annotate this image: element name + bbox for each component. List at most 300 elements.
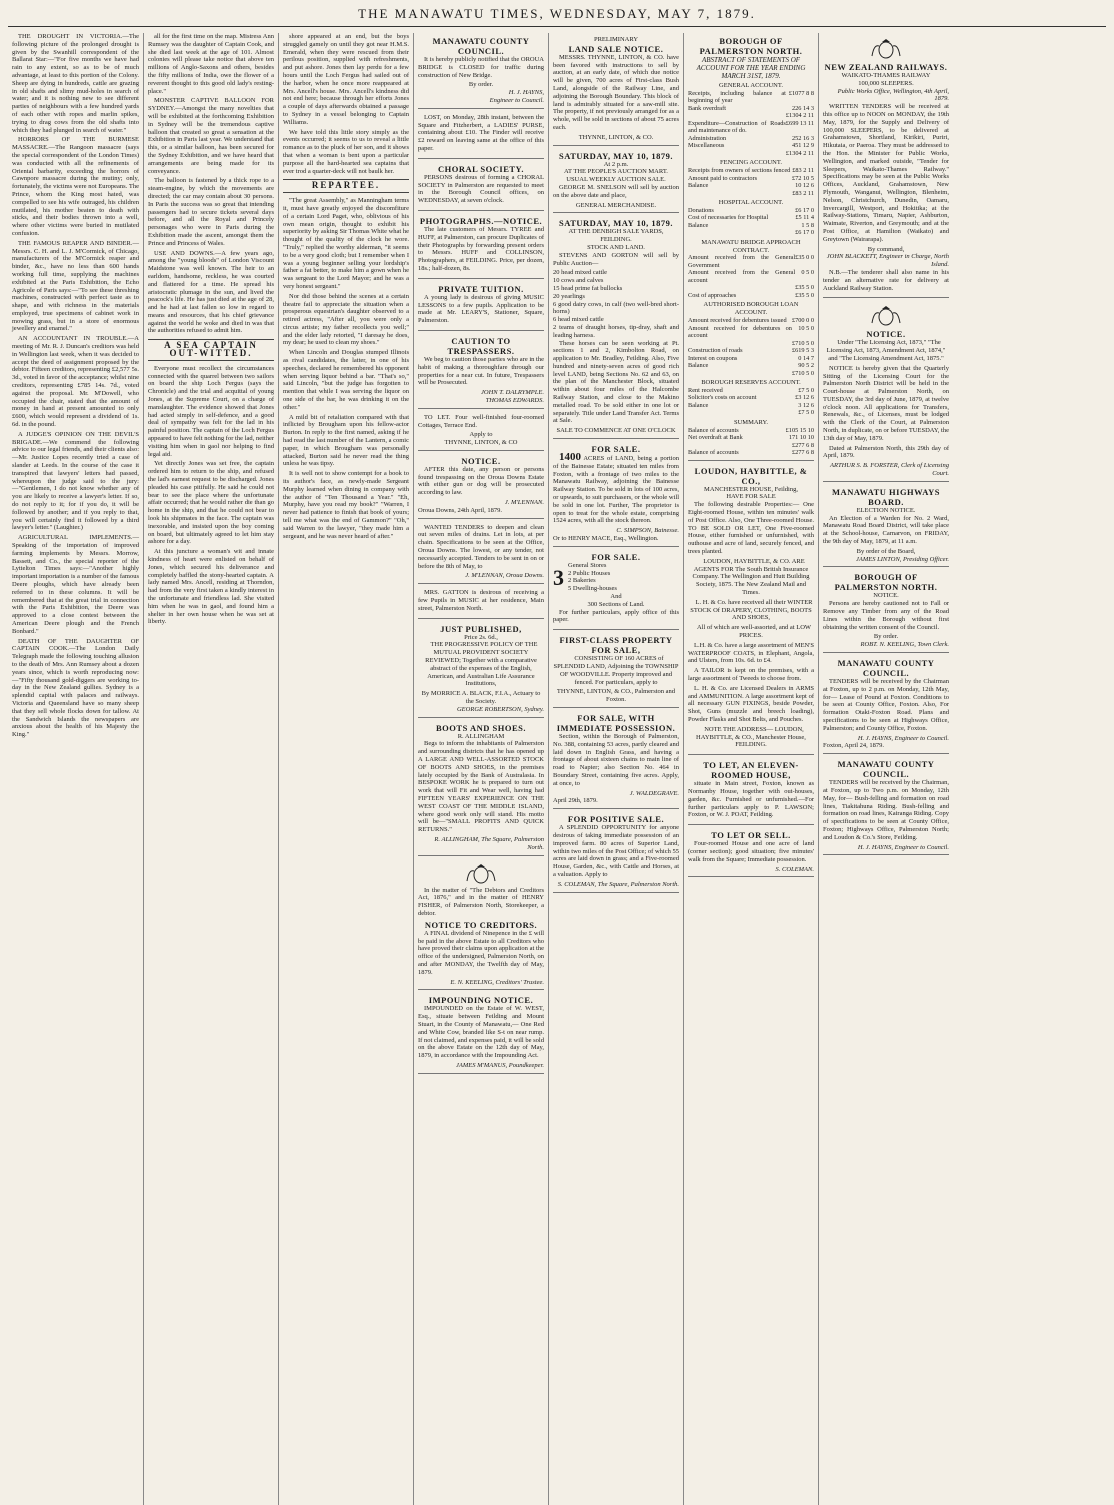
ad-line: SALE TO COMMENCE AT ONE O'CLOCK [556, 427, 676, 435]
ad-heading: FOR SALE. [591, 444, 641, 455]
account-title: AUTHORISED BOROUGH LOAN ACCOUNT. [703, 301, 799, 317]
ad-signature: J. WALDEGRAVE. [629, 789, 679, 797]
list-item: 20 yearlings [553, 292, 585, 300]
ad-line: Foxton, April 24, 1879. [823, 742, 885, 750]
table-row [688, 222, 814, 230]
account-label: Rent received [688, 386, 723, 394]
account-title: GENERAL ACCOUNT. [719, 82, 783, 89]
ad-body: N.B.—The tenderer shall also name in his tender an alternative rate for delivery at Auckland Railway Station. [823, 268, 949, 292]
account-label: Amount received for debentures on account [688, 324, 792, 340]
list-item: 5 Dwelling-houses [568, 585, 617, 593]
ad-line: Price 2s. 6d., [464, 633, 498, 641]
account-amount: 0 14 7 [798, 354, 814, 362]
royal-crest-icon [866, 305, 906, 327]
ad-gatton [418, 586, 544, 618]
column-4 [413, 33, 548, 1505]
account-table [688, 90, 814, 158]
ad-published [418, 621, 544, 718]
repartee-paragraph: It is well not to show contempt for a book to its author's face, as newly-made Sergeant Murphy learned when dining in company with the author of "Ten Thousand a Year." "Eh, Murphy, have you read my book?" "Warren, I never had patience to finish that book of yours; tell me what was the end of Gammon?" "Oh," said Warren to the lawyer, "they made him a sergeant, and he was never heard of after." [283, 470, 409, 540]
account-table [688, 207, 814, 237]
acres-text: ACRES of LAND, being a portion of the Bainesse Estate; situated ten miles from Foxton, with a frontage of two miles to the Manawatu Railway, adjoining the Bainesse Railway Station. To be sold in lots of 100 acres, or upwards, to suit purchasers, or the whole will be sold in one lot. Further, The proprietor is open to treat for the whole estate, comprising 1524 acres, with all the stock thereon. [553, 455, 679, 525]
account-amount: 10 5 0 [798, 324, 814, 332]
ad-signature: JOHN BLACKETT, Engineer in Charge, North Island. [826, 253, 949, 269]
ad-body: An Election of a Warden for No. 2 Ward, Manawatu Road Board District, will take place at the School-house, Carnarvon, on FRIDAY, the 9th day of May, 1879, at 11 a.m. [823, 514, 949, 546]
table-row [688, 340, 814, 348]
ad-body: MRS. GATTON is desirous of receiving a few Pupils in MUSIC at her residence, Main street, Palmerston North. [418, 589, 544, 612]
ad-signature: C. SIMPSON, Bainesse. [616, 527, 679, 535]
ad-heading: MANAWATU COUNTY COUNCIL. [837, 658, 935, 679]
ad-impound [418, 992, 544, 1073]
news-item: A JUDGE'S OPINION ON THE DEVIL'S BRIGADE.—We commend the following advice to our legal friends, and their clients also:—Mr. Justice Lopes recently tried a case of slander at Leeds. In the course of the case it transpired that lawyers' letters had passed, whereupon the judge said to the jury:—"Gentlemen, I do not know whether any of you are likely to receive a lawyer's letter. If so, do not reply to it; for if you do, it will be followed by another; and if you reply to that, you will certainly find it followed by a third lawyer's letter." (Laughter.) [12, 430, 139, 532]
account-label: Cost of necessaries for Hospital [688, 214, 769, 222]
ad-body: For further particulars, apply office of this paper. [553, 608, 679, 624]
ad-signature: H. J. HAYNS, Engineer to Council. [857, 843, 949, 851]
ad-body: A young lady is desirous of giving MUSIC LESSONS to a few pupils. Application to be made at Mr. LEARY'S, Stationer, Square, Palmerston. [418, 293, 544, 325]
repartee-paragraph: When Lincoln and Douglas stumped Illinois as rival candidates, the latter, in one of his speeches, declared he remembered his opponent when serving liquor behind a bar. "That's so," said Lincoln, "but the judge has forgotten to mention that while I was serving the liquor on one side of the bar, he was drinking it on the other." [283, 349, 409, 411]
ad-body: LOUDON, HAYBITTLE, & CO. ARE AGENTS FOR The South British Insurance Company. The Wellington and Hutt Building Society, 1875. The New Zealand Mail and Times. [692, 557, 810, 597]
list-item: 6 good dairy cows, in calf (two well-bred short-horns) [553, 300, 679, 316]
table-row [688, 269, 814, 284]
account-label: Receipts from owners of sections fenced [688, 167, 791, 175]
ad-line: ELECTION NOTICE. [856, 506, 916, 514]
ad-lost [418, 111, 544, 159]
ad-body: AFTER this date, any person or persons found trespassing on the Oroua Downs Estate with either gun or dog will be prosecuted according to law. [418, 465, 544, 497]
account-amount: £35 0 0 [795, 254, 814, 262]
table-row [688, 90, 814, 105]
table-row [688, 427, 814, 435]
table-row [688, 150, 814, 158]
ad-line: AT THE DENBIGH SALE YARDS, FEILDING. [568, 228, 664, 244]
account-label: Balance of accounts [688, 426, 739, 434]
account-label [688, 340, 792, 348]
ad-body: TENDERS will be received by the Chairman, at Foxton, up to Two p.m. on Monday, 12th May, for— Bush-felling and formation on road lines, Tiakitahuna Riding. Bush-felling and formation on road lines, Kairanga Riding. Copy of specifications to be seen at County Office, Foxton; Highways Office, Palmerston North; and Loudon & Co.'s Store, Feilding. [823, 779, 949, 841]
ad-county-1 [823, 655, 949, 754]
table-row [688, 142, 814, 150]
ad-heading: MANAWATU COUNTY COUNCIL. [432, 36, 530, 56]
ad-stock-sale [553, 215, 679, 439]
account-amount: 226 14 3 [791, 104, 814, 112]
ad-line: NOTICE. [873, 592, 899, 600]
story-paragraph: shore appeared at an end, but the boys struggled gamely on until they got near H.M.S. Emerald, when they were rescued from their perilous position, supplied with refreshments, and put ashore. Jones then lay perdu for a few hours until the Loch Fergus had sailed out of the harbor, when he once more reappeared at Mrs. Ancell's house. Mrs. Ancell's kindness did not end here; because through her efforts Jones a couple of days afterwards obtained a passage to Sydney in a vessel belonging to Captain Williams. [283, 33, 409, 126]
account-amount: £1077 8 8 [788, 89, 814, 97]
account-amount: £35 5 0 [795, 291, 814, 299]
ad-heading: CAUTION TO TRESPASSERS. [447, 335, 515, 356]
account-label: Solicitor's costs on account [688, 394, 757, 402]
account-amount: £700 0 0 [791, 317, 814, 325]
account-amount: £105 15 10 [785, 426, 814, 434]
account-label: Balance [688, 401, 709, 409]
account-label: Miscellaneous [688, 142, 725, 150]
account-amount: £3 12 6 [795, 394, 814, 402]
ad-borough-notice [823, 569, 949, 653]
account-label: Balance [688, 221, 709, 229]
news-item: all for the first time on the map. Mistress Ann Rumsey was the daughter of Captain Cook, and she died last week at the age of 101. Almost colonies will please take notice that above ten millions of Anglo-Saxons and others, besides the fifty millions of India, owe the flower of a reverent thought to this good old lady's resting-place." [148, 33, 274, 95]
royal-crest-icon [866, 38, 906, 60]
ad-body: A FINAL dividend of Ninepence in the £ will be paid in the above Estate to all Creditors who have proved their claims upon application at the office of the undersigned, Palmerston North, on and after MONDAY, the Twelfth day of May, 1879. [418, 929, 544, 976]
ad-signature: S. COLEMAN. [775, 865, 814, 873]
ad-body: L. H. & Co. have received all their WINTER STOCK Of DRAPERY, CLOTHING, BOOTS AND SHOES, [690, 598, 813, 622]
ad-heading: TO LET, AN ELEVEN-ROOMED HOUSE, [703, 760, 799, 781]
table-row [688, 135, 814, 143]
royal-crest-icon [461, 863, 501, 885]
ad-heading: NOTICE. [866, 329, 906, 340]
ad-body: The late customers of Messrs. TYREE and HUFF, at Palmerston, can procure Duplicates of their Photographs by forwarding present orders to Messrs. HUFF and COLLINSON, Photographers, at FEILDING. Price, per dozen, 18s.; half-dozen, 8s. [418, 225, 544, 272]
ad-line: Apply to [469, 431, 493, 439]
account-table [688, 254, 814, 299]
account-label [688, 370, 792, 378]
ad-signature: J. M'LENNAN, Oroua Downs. [465, 572, 544, 580]
ad-heading: BOROUGH OF PALMERSTON NORTH. [699, 36, 803, 56]
ad-licensing [823, 300, 949, 482]
ad-body: A SPLENDID OPPORTUNITY for anyone desirous of taking immediate possession of an improved farm. 80 acres of Superior Land, within two miles of the Post Office; of which 55 acres are laid down in grass; and a Five-roomed House, Garden, &c., with Cattle and Horses, at a valuation. Apply to [553, 824, 679, 878]
ad-line: Oroua Downs, 24th April, 1879. [418, 506, 502, 514]
ad-tenders [418, 521, 544, 585]
repartee-paragraph: Nor did those behind the scenes at a certain theatre fail to appreciate the situation when a prosperous equestrian's daughter observed to a retired actress, "After all, you were only a circus artiste; my father recollects you well;" and the elder lady retorted, "I daresay he does, my dear; he used to clean my shoes." [283, 292, 409, 347]
sale-list [553, 562, 679, 593]
ad-line: By command, [867, 245, 905, 253]
ad-body: In the matter of "The Debtors and Creditors Act, 1876," and in the matter of HENRY FISHER, of Palmerston North, Storekeeper, a debtor. [418, 886, 544, 917]
account-label: Net overdraft at Bank [688, 434, 743, 442]
account-amount: 90 5 2 [798, 362, 814, 370]
account-label: Balance [688, 182, 709, 190]
ad-line: By MORRICE A. BLACK, F.I.A., Actuary to the Society. [421, 690, 541, 706]
ad-line: Public Works Office, Wellington, 4th April, 1879. [837, 87, 949, 103]
ad-heading: MANAWATU COUNTY COUNCIL. [837, 759, 935, 780]
account-amount: £83 2 11 [792, 167, 814, 175]
account-label [688, 190, 792, 198]
ad-line: PRELIMINARY [593, 36, 639, 43]
ad-body: L.H. & Co. have a large assortment of MEN'S WATERPROOF COATS, in Elephant, Angola, and Ulsters, from 10s. 6d. to £4. [688, 641, 815, 665]
account-title: MANAWATU BRIDGE APPROACH CONTRACT. [701, 238, 801, 254]
ad-signature: Engineer to Council. [489, 96, 544, 104]
account-amount: £83 2 11 [792, 189, 814, 197]
ad-line: AT THE PEOPLE'S AUCTION MART. [564, 168, 668, 176]
table-row [688, 214, 814, 222]
ad-body: Persons are hereby cautioned not to Fall or Remove any Timber from any of the Road Lines within the Borough without first obtaining the written consent of the Council. [823, 600, 949, 631]
news-item: DEATH OF THE DAUGHTER OF CAPTAIN COOK.—The London Daily Telegraph made the following touching allusion to the death of Mrs. Ann Rumsey about a dozen years since, which is worth reproducing now:—"Fifty thousand gold-diggers are working to-day in the New Zealand gullies. Sydney is a splendid capital with palaces and railways. Victoria and Queensland have so many sheep that they sell whole flocks down for tallow. At the Sandwich Islands the newspapers are anxious about the health of his Majesty the King." [12, 637, 139, 739]
ad-body: Section, within the Borough of Palmerston, No. 388, containing 53 acres, partly cleared and laid down in English Grass, and having a frontage of about sixteen chains to main line of road to Napier; also Section No. 464 in Boundary Street, containing five acres. Apply, at once, to [553, 732, 679, 787]
account-label: Donations [688, 206, 714, 214]
ad-caution [418, 333, 544, 409]
ad-auction [553, 148, 679, 214]
ad-signature: E. N. KEELING, Creditors' Trustee. [450, 978, 544, 986]
sale-items [568, 562, 617, 593]
ad-heading: TO LET OR SELL. [711, 830, 791, 841]
news-item: The balloon is fastened by a thick rope to a steam-engine, by which the movements are directed; the car may contain about 30 persons. In Paris the success was so great that intending passengers had to secure tickets several days before, and all the Royal and Princely personages who were in Paris during the Exhibition made the ascent, amongst them the Prince and Princess of Wales. [148, 177, 274, 247]
account-label: Amount paid to contractors [688, 174, 758, 182]
table-row [688, 402, 814, 410]
table-row [688, 409, 814, 417]
news-item: HORRORS OF THE BURMESE MASSACRE.—The Rangoon massacre (says the special correspondent of the London Times) was conducted with all the refinements of Oriental barbarity, exceeding the horrors of Cawnpore massacre during the mutiny; only, fortunately, the victims were not Europeans. The Prince, whom the King most hated, was compelled to see his wife outraged, his children mutilated, his mother beaten to death with sticks, and their bodies thrown into a well, where other victims were buried in mutilated confusion. [12, 136, 139, 237]
ad-heading: IMPOUNDING NOTICE. [428, 995, 534, 1006]
column-7 [818, 33, 953, 1505]
account-amount: 0 5 0 [801, 269, 814, 277]
list-item: 2 teams of draught horses, tip-dray, shaft and leading harness. [553, 323, 679, 339]
account-label: Balance of accounts [688, 449, 739, 457]
ad-line: April 29th, 1879. [553, 797, 598, 805]
ad-heading: MANAWATU HIGHWAYS BOARD. [832, 486, 940, 507]
account-amount: £699 13 11 [785, 119, 814, 127]
account-table [688, 427, 814, 457]
ad-body: CONSISTING OF 160 ACRES of SPLENDID LAND, Adjoining the TOWNSHIP OF WOODVILLE. Property improved and fenced. For particulars, apply to [553, 655, 679, 686]
list-item: 2 Public Houses [568, 569, 611, 577]
account-label [688, 442, 771, 450]
repartee-title: REPARTEE. [283, 179, 409, 193]
ad-heading: CHORAL SOCIETY. [437, 163, 525, 174]
table-row [688, 182, 814, 190]
account-amount: 10 12 6 [795, 182, 814, 190]
account-title: FENCING ACCOUNT. [720, 159, 782, 167]
ad-heading: BOROUGH OF PALMERSTON NORTH. [834, 572, 938, 593]
account-label [688, 229, 790, 237]
account-label: Interest on coupons [688, 354, 738, 362]
account-label: Administration [688, 134, 727, 142]
news-item: USE AND DOWNS.—A few years ago, among the "young bloods" of London Viscount Maidstone was well known. The heir to an earldom, handsome, reckless, he was courted and flattered for a time. He spread his aristocratic plumage in the sun, and lived the peacock's life. He has just died at the age of 28, and he had at last fallen so low in regard to means and resources, that his chief grievance against the world he woke and died in was that the authorities refused to admit him. [148, 249, 274, 335]
table-row [688, 112, 814, 120]
account-title: HOSPITAL ACCOUNT. [718, 199, 784, 207]
account-amount: £35 5 0 [795, 284, 814, 292]
ad-body: All of which are well-assorted, and at LOW PRICES. [696, 624, 812, 640]
ad-body [553, 451, 679, 525]
ad-line: 100,000 SLEEPERS. [858, 79, 914, 87]
account-label: Expenditure—Construction of Roads and maintenance of do. [688, 119, 786, 135]
accounts-list [688, 82, 814, 457]
account-amount: £710 5 0 [791, 339, 814, 347]
news-item: AN ACCOUNTANT IN TROUBLE.—A meeting of Mr. R. J. Duncan's creditors was held in Wellington last week, when it was decided to accept the deed of assignment proposed by the debtor. Fifteen creditors, representing £2,577 5s. 3d., voted in favor of the acceptance; whilst nine creditors, representing £785 14s. 7d., voted against the proposal. Mr. M'Dowell, who occupied the chair, stated that the amount of money in hand at present amounted to only £600, which would represent a dividend of 1s. 6d. in the pound. [12, 335, 139, 429]
account-label: Amount received from the General account [688, 269, 796, 284]
table-row [688, 387, 814, 395]
ad-body: MESSRS. THYNNE, LINTON, & CO. have been favored with instructions to sell by auction, at an early date, of which due notice will be given, 700 acres of First-class Bush Land, alongside of the Railway Line, and adjoining the Borough Boundary. This block of land is admirably situated for a saw-mill site. The property, if not previously arranged for as a whole, will be sold in sections of about 75 acres each. [553, 53, 679, 131]
account-label: Amount received for debentures issued [688, 317, 787, 325]
ad-body: It is hereby publicly notified that the OROUA BRIDGE is CLOSED for traffic during construction of New Bridge. [418, 56, 544, 79]
table-row [688, 347, 814, 355]
table-row [688, 362, 814, 370]
account-amount: £1304 2 11 [785, 112, 814, 120]
ad-signature: THYNNE, LINTON, & CO., Palmerston and Foxton. [556, 688, 676, 704]
account-amount: £619 5 3 [791, 347, 814, 355]
ad-line: USUAL WEEKLY AUCTION SALE. [566, 176, 666, 184]
ad-body: Begs to inform the inhabitants of Palmerston and surrounding districts that he has opened up A LARGE AND WELL-ASSORTED STOCK OF BOOTS AND SHOES, in the premises lately occupied by the Bank of Australasia. In BESPOKE WORK he is prepared to turn out work that will Fit and Wear well, having had FIFTEEN YEARS' EXPERIENCE ON THE WEST COAST OF THE MIDDLE ISLAND, where good work only will stand. His motto will be—"SMALL PROFITS AND QUICK RETURNS." [418, 740, 544, 834]
columns [8, 33, 1106, 1505]
ad-body: Four-roomed House and one acre of land (corner section); good situation; five minutes' walk from the Square; Immediate possession. [688, 840, 814, 863]
account-label [688, 112, 786, 120]
ad-loudon [688, 463, 814, 756]
ad-heading: LAND SALE NOTICE. [568, 43, 664, 54]
ad-first-class [553, 632, 679, 708]
story-paragraph: We have told this little story simply as the events occurred; it seems to us to reveal a little romance as to the pluck of her son, and it shows that when a woman is bent upon a particular purpose all the hard-hearted sea captains that ever trod a quarter-deck will not baulk her. [283, 128, 409, 175]
account-amount: 1 5 8 [801, 221, 814, 229]
account-amount: 171 10 10 [788, 434, 814, 442]
ad-signature: GEORGE ROBERTSON, Sydney. [456, 705, 544, 713]
ad-signature: JAMES M'MANUS, Poundkeeper. [455, 1061, 544, 1069]
story-paragraph: At this juncture a woman's wit and innate kindness of heart were enlisted on behalf of Jones, which secured his deliverance and completely baffled the stony-hearted captain. A lady named Mrs. Ancell, residing at Thorndon, had from the very first taken a kindly interest in the unfortunate and friendless lad. She visited him when he was in gaol, and found him a shelter in her own house when he was set at liberty. [148, 548, 274, 626]
ad-body: GEORGE M. SNELSON will sell by auction on the above date and place, [553, 183, 679, 199]
ad-line: By order of the Board, [856, 547, 916, 555]
ad-body: NOTICE is hereby given that the Quarterly Sitting of the Licensing Court for the Palmerston North District will be held in the Court-house at Palmerston North, on TUESDAY, the 3rd day of June, 1879, at twelve o'clock noon. All applications for Transfers, Renewals, &c., of Licenses, must be lodged with the Clerk of the Court, at Palmerston North, in duplicate, on or before TUESDAY, the 13th day of May, 1879. [823, 364, 949, 442]
ad-line: WAIKATO-THAMES RAILWAY [841, 72, 931, 79]
account-amount: 3 12 6 [798, 401, 814, 409]
story-paragraph: Everyone must recollect the circumstances connected with the quarrel between two sailors on board the ship Loch Fergus (says the Chronicle) and the trial and acquittal of young Jones, at the Supreme Court, on a charge of manslaughter. The evidence showed that Jones had acted simply in self-defence, and a good deal of sympathy was felt for the lad in his painful position. The captain of the Loch Fergus appeared to have felt nothing for the lad, neither visiting him when in gaol nor helping to find legal aid. [148, 364, 274, 458]
ad-line: And [610, 593, 622, 601]
ad-body: WRITTEN TENDERS will be received at this office up to NOON on MONDAY, the 19th May, 1879, for the Supply and Delivery of 100,000 SLEEPERS, to be delivered at Grahamstown, Shortland, Kirikiri, Puriri, Hikutaia, or Paeroa. They must be addressed to the Hon. the Minister for Public Works, Wellington, and marked outside, "Tender for Sleepers, Waikato-Thames Railway." Specifications may be seen at the Public Works Offices, Auckland, Grahamstown, New Plymouth, Wanganui, Wellington, Blenheim, Nelson, Christchurch, Dunedin, Oamaru, Invercargill, Westport, and Hokitika; at the Railway-Stations, Timaru, Napier, Ashburton, Waimate, Riverton, and Greymouth; and at the Post Office, at Hamilton (Waikato) and Greytown (Wairarapa). [823, 103, 949, 243]
acres-number: 1400 [559, 451, 581, 464]
ad-heading: PRIVATE TUITION. [438, 283, 524, 294]
list-item: 20 head mixed cattle [553, 269, 607, 277]
ad-signature: J. M'LENNAN. [504, 499, 544, 507]
account-amount: £277 6 8 [791, 449, 814, 457]
table-row [688, 370, 814, 378]
ad-body: L. H. & Co. are Licensed Dealers in ARMS and AMMUNITION. A large assortment kept of all necessary GUN FIXINGS, beside Powder, Shot, Guns (muzzle and breech loading), Powder Flasks and Shot Belts, and Pouches. [688, 684, 814, 723]
table-row [688, 105, 814, 113]
news-item: AGRICULTURAL IMPLEMENTS.—Speaking of the importation of improved farming implements by Messrs. Morrow, Bassett, and Co., the special reporter of the Lyttelton Times says:—"Another highly important importation is a number of the famous Deere ploughs, which have already been referred to in these columns. It will be remembered that at the great trial in connection with the Paris Exhibition, the Deere was approved to a close contest between the American Deere plough and the French Bonbard." [12, 534, 139, 635]
column-3 [278, 33, 413, 1505]
ad-signature: ROBT. N. KEELING, Town Clerk. [860, 641, 949, 649]
list-item: 10 cows and calves [553, 277, 604, 285]
ad-heading: NOTICE TO CREDITORS. [424, 919, 538, 930]
account-table [688, 167, 814, 197]
story-paragraph: Yet directly Jones was set free, the captain ordered him to return to the ship, and refused the lad's earnest request to be discharged. Jones pleaded his case pitifully. He said he could not bear to see the place where the unfortunate affair occurred; that he would rather die than go home in the ship, and that he could not bear to look his shipmates in the face. The captain was inexorable, and insisted upon the boy coming on board, but ultimately agreed to let him stay ashore for a day. [148, 460, 274, 546]
table-row [688, 449, 814, 457]
news-item: THE DROUGHT IN VICTORIA.—The following picture of the prolonged drought is given by the Swanhill correspondent of the Ballarat Star:—"For five months we have had rain to any extent, so as to be of much advantage, at least to this portion of the Colony. Sheep are dying in hundreds, cattle are grazing in old shafts and slimy mud-holes in search of water; and it is nothing new to see different parties of neighbours with a few hundred yards of each other with ropes and marlin spikes, trying to drag cows from the old shafts into which they had plunged in search of water." [12, 33, 139, 134]
table-row [688, 190, 814, 198]
column-6 [683, 33, 818, 1505]
ad-choral [418, 161, 544, 211]
ad-heading: NEW ZEALAND RAILWAYS. [824, 62, 948, 72]
ad-body: A TAILOR is kept on the premises, with a large assortment of Tweeds to choose from. [688, 667, 814, 682]
ad-heading: SATURDAY, MAY 10, 1879. [559, 218, 673, 229]
sale-count: 3 [553, 564, 564, 590]
ad-subheading: ABSTRACT OF STATEMENTS OF ACCOUNT FOR THE YEAR ENDING MARCH 31ST, 1879. [696, 56, 806, 80]
ad-signature: JAMES LINTON, Presiding Officer. [856, 555, 949, 563]
repartee-paragraph: "The great Assembly," as Manningham terms it, must have greatly enjoyed the discomfiture of a certain Lord Paget, who, oblivious of his own mean origin, thought to exhibit his superiority by asking Sir Thomas White what he thought of the quality of the clock he wore. "Truly," replied the worthy alderman, "it seems to be a very good cloth; but I remember when I was a young beginner selling your lordship's father a fat better, to make him a gown when he was sergeant to the Lord Mayor; and he was a very honest sergeant." [283, 197, 409, 290]
ad-tolet-sell [688, 827, 814, 877]
ad-body: WANTED TENDERS to deepen and clean out seven miles of drains. Let in lots, at per chain. Specifications to be seen at the Office, Oroua Downs. The lowest, or any tender, not necessarily accepted. Tenders to be sent in on or before the 8th of May, to [418, 523, 544, 570]
ad-heading: SATURDAY, MAY 10, 1879. [559, 150, 673, 161]
ad-signature: THYNNE, LINTON, & CO. [578, 133, 654, 141]
ad-highways [823, 484, 949, 568]
ad-body: These horses can be seen working at Pt. sections 1 and 2, Kimbolton Road, on application to Mr. Bradley, Feilding. Also, Five hundred and ninety-seven acres of good rich level LAND, being Sections No. 62 and 63, on the plan of the Manchester Block, situated within about four miles of the Halcombe Railway Station, and close to the Makino metalled road. To be sold either in one lot or separately. Title under Land Transfer Act. Terms at Sale. [553, 339, 679, 425]
ad-heading: FOR SALE, WITH IMMEDIATE POSSESSION. [556, 712, 676, 733]
ad-immediate [553, 710, 679, 809]
table-row [688, 317, 814, 325]
ad-signature: S. COLEMAN, The Square, Palmerston North. [557, 880, 679, 888]
ad-signature: JOHN T. DALRYMPLE. [481, 389, 544, 397]
table-row [688, 207, 814, 215]
ad-line: Or to HENRY MACE, Esq., Wellington. [553, 535, 659, 543]
account-amount: £7 5 0 [798, 409, 814, 417]
ad-heading: FIRST-CLASS PROPERTY FOR SALE, [559, 635, 673, 656]
story-title: A SEA CAPTAIN OUT-WITTED. [148, 339, 274, 361]
ad-signature: R. ALLINGHAM, The Square, Palmerston North. [434, 835, 544, 851]
ad-county-2 [823, 756, 949, 855]
repartee-paragraph: A mild bit of retaliation compared with that inflicted by Brougham upon his fellow-actor Burton. In reply to the first named, asking if he had read the last number of the Lantern, a comic paper, in which Brougham was personally attacked, Burton said he never read the thing unless he was tipsy. [283, 413, 409, 468]
account-label [688, 409, 787, 417]
ad-signature: THOMAS EDWARDS. [485, 396, 544, 404]
table-row [688, 434, 814, 442]
table-row [688, 120, 814, 135]
list-item: General Stores [568, 561, 607, 569]
ad-line: At 2 p.m. [603, 160, 629, 168]
ad-line: STOCK AND LAND. [587, 243, 645, 251]
news-item: THE FAMOUS REAPER AND BINDER.—Messrs. C. H. and L. J. M'Cormick, of Chicago, manufacturers of the M'Cormick reaper and binder, &c., have no less than 600 hands working full time, supplying the machines exhibited at the Paris Exhibition, the Echo Agricole of Paris says:—"To see these threshing machines, constructed with perfect taste as to shape, and with richness in the materials employed, true specimens of cabinet work in mowing grass, but in a store of enormous jewellery and enamel." [12, 239, 139, 333]
table-row [688, 254, 814, 269]
table-row [688, 394, 814, 402]
ad-heading: BOOTS AND SHOES. [436, 722, 526, 733]
account-table [688, 317, 814, 377]
ad-photo [418, 213, 544, 279]
ad-signature: THYNNE, LINTON, & CO [444, 439, 518, 447]
table-row [688, 292, 814, 300]
ad-boots [418, 720, 544, 856]
account-table [688, 387, 814, 417]
account-amount: £1304 2 11 [785, 149, 814, 157]
ad-railways [823, 33, 949, 298]
account-label [688, 284, 795, 292]
table-row [688, 175, 814, 183]
ad-line: GENERAL MERCHANDISE. [575, 201, 657, 209]
ad-heading: FOR SALE. [591, 551, 641, 562]
ad-body: PERSONS desirous of forming a CHORAL SOCIETY in Palmerston are requested to meet in the Borough Council offices, on WEDNESDAY, at seven o'clock. [418, 173, 544, 205]
table-row [688, 229, 814, 237]
list-item: 2 Bakeries [568, 577, 596, 585]
ad-tolet [418, 411, 544, 451]
ad-body: Under "The Licensing Act, 1873," "The Licensing Act, 1873, Amendment Act, 1874," and "The Licensing Amendment Act, 1875." [826, 339, 946, 362]
account-label [688, 150, 786, 158]
account-amount: £710 5 0 [791, 369, 814, 377]
table-row [688, 442, 814, 450]
account-label: Receipts, including balance at beginning of year [688, 89, 786, 105]
column-1 [8, 33, 143, 1505]
ad-body: The following desirable Properties:— One Eight-roomed House, within ten minutes' walk of Post Office. Also, One Three-roomed House. TO BE SOLD OR LET, One Five-roomed House, either furnished or unfurnished, with outhouse and acre of land, securely fenced, and trees planted. [688, 501, 814, 556]
ad-body: THE PROGRESSIVE POLICY OF THE MUTUAL PROVIDENT SOCIETY REVIEWED; Together with a comparative abstract of the expenses of the English, American, and Australian Life Assurance Institutions, [425, 641, 538, 688]
column-5 [548, 33, 683, 1505]
table-row [688, 355, 814, 363]
account-amount: £277 6 8 [791, 441, 814, 449]
ad-signature: ARTHUR S. B. FORSTER, Clerk of Licensing Court. [830, 462, 949, 478]
ad-signature: H. J. HAYNS, Engineer to Council. [857, 734, 949, 742]
ad-body: Dated at Palmerston North, this 29th day of April, 1879. [823, 444, 949, 460]
column-2 [143, 33, 278, 1505]
account-label: Bank overdraft [688, 104, 726, 112]
ad-line: HAVE FOR SALE [726, 493, 776, 501]
ad-body: STEVENS AND GORTON will sell by Public Auction— [553, 251, 679, 267]
table-row [688, 284, 814, 292]
account-title: SUMMARY. [733, 418, 769, 426]
ad-tolet-house [688, 757, 814, 825]
ad-council [418, 33, 544, 109]
ad-positive [553, 811, 679, 892]
masthead: THE MANAWATU TIMES, WEDNESDAY, MAY 7, 1879. [8, 6, 1106, 27]
ad-heading: JUST PUBLISHED, [440, 623, 522, 634]
ad-body: NOTE THE ADDRESS— LOUDON, HAYBITTLE, & CO., Manchester House, FEILDING. [696, 725, 806, 749]
ad-body: TENDERS will be received by the Chairman at Foxton, up to 2 p.m. on Monday, 12th May, for— Lease of Pound at Foxton. Conditions to be seen at County Office, Foxton. Also, For formation Otaki-Foxton Road. Plans and specifications to be seen at Highways Office, Palmerston; and County Office, Foxton. [823, 678, 949, 732]
account-amount: £72 10 5 [791, 174, 814, 182]
table-row [688, 167, 814, 175]
list-item: 15 head prime fat bullocks [553, 284, 623, 292]
ad-body: situate in Main street, Foxton, known as Normanby House, together with out-houses, garden, &c. Furnished or unfurnished.—For further particulars apply to P. LAWSON; Foxton, or W. J. POAT, Feilding. [688, 780, 814, 819]
ad-land-sale [553, 33, 679, 146]
ad-body: TO LET. Four well-finished four-roomed Cottages, Terrace End. [418, 413, 544, 429]
account-amount: £6 17 0 [795, 229, 814, 237]
ad-body: IMPOUNDED on the Estate of W. WEST, Esq., situate between Feilding and Mount Stuart, in the County of Manawatu,— One Red and White Cow, branded like S-t on near rump. If not claimed, and expenses paid, it will be sold on the above Estate on the 12th day of May, 1879, in accordance with the Impounding Act. [418, 1005, 544, 1060]
account-label: Construction of roads [688, 347, 743, 355]
ad-heading: FOR POSITIVE SALE. [567, 814, 665, 825]
account-amount: £7 5 0 [798, 386, 814, 394]
ad-heading: PHOTOGRAPHS.—NOTICE. [419, 215, 543, 226]
ad-for-sale-2 [553, 549, 679, 630]
ad-creditors [418, 858, 544, 991]
list-item: 6 head mixed cattle [553, 316, 604, 324]
